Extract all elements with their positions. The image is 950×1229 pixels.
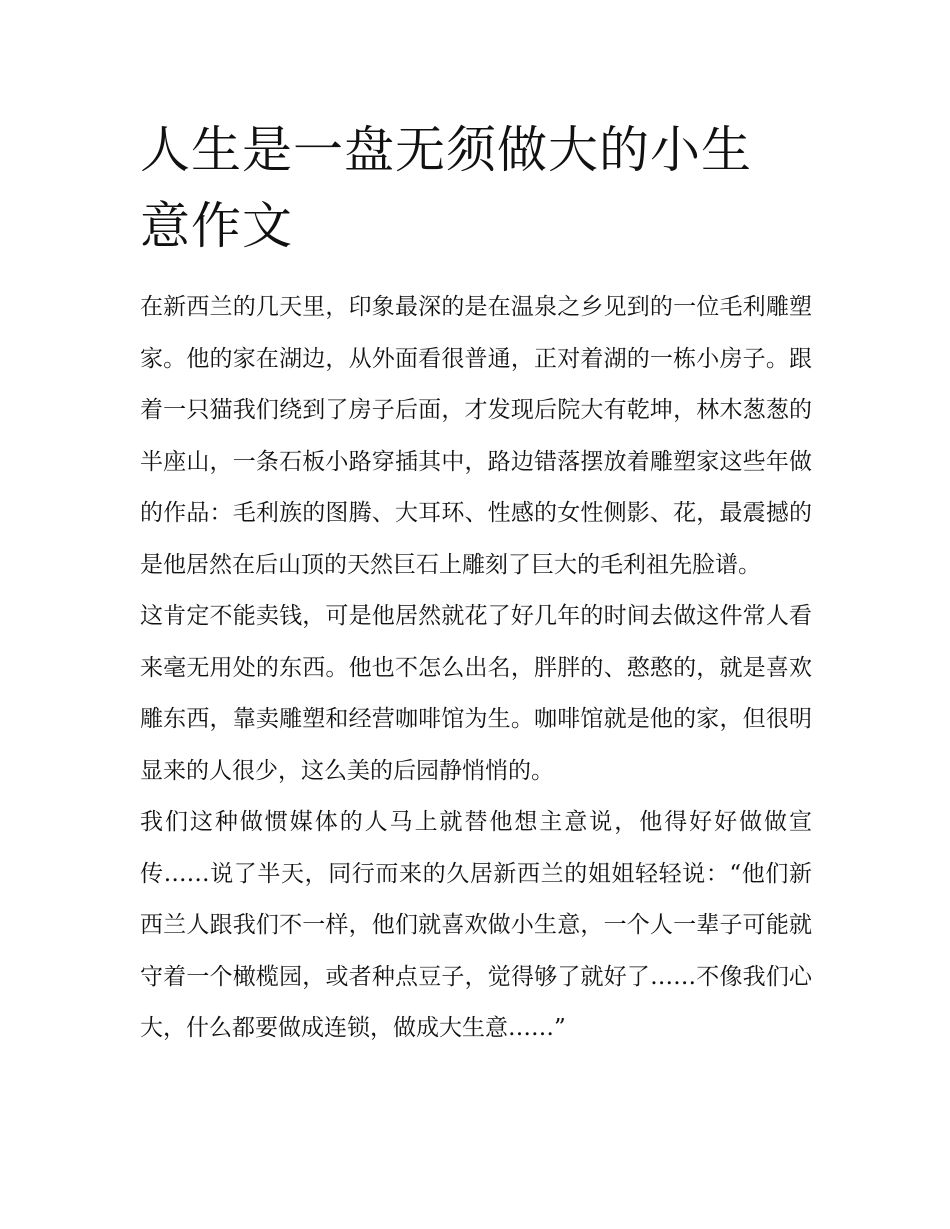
document-title: 人生是一盘无须做大的小生意作文 [140, 121, 752, 255]
paragraph-2: 这肯定不能卖钱，可是他居然就花了好几年的时间去做这件常人看来毫无用处的东西。他也不怎么出名，胖胖的、憨憨的，就是喜欢雕东西，靠卖雕塑和经营咖啡馆为生。咖啡馆就是他的家，但很明显来的人很少，这么美的后园静悄悄的。 [140, 603, 812, 784]
paragraph-3: 我们这种做惯媒体的人马上就替他想主意说，他得好好做做宣传……说了半天，同行而来的久居新西兰的姐姐轻轻说：“他们新西兰人跟我们不一样，他们就喜欢做小生意，一个人一辈子可能就守着一个橄榄园，或者种点豆子，觉得够了就好了……不像我们心大，什么都要做成连锁，做成大生意……” [140, 809, 812, 1041]
paragraph-1: 在新西兰的几天里，印象最深的是在温泉之乡见到的一位毛利雕塑家。他的家在湖边，从外面看很普通，正对着湖的一栋小房子。跟着一只猫我们绕到了房子后面，才发现后院大有乾坤，林木葱葱的半座山，一条石板小路穿插其中，路边错落摆放着雕塑家这些年做的作品：毛利族的图腾、大耳环、性感的女性侧影、花，最震撼的是他居然在后山顶的天然巨石上雕刻了巨大的毛利祖先脸谱。 [140, 294, 812, 578]
document-page [140, 112, 812, 1055]
